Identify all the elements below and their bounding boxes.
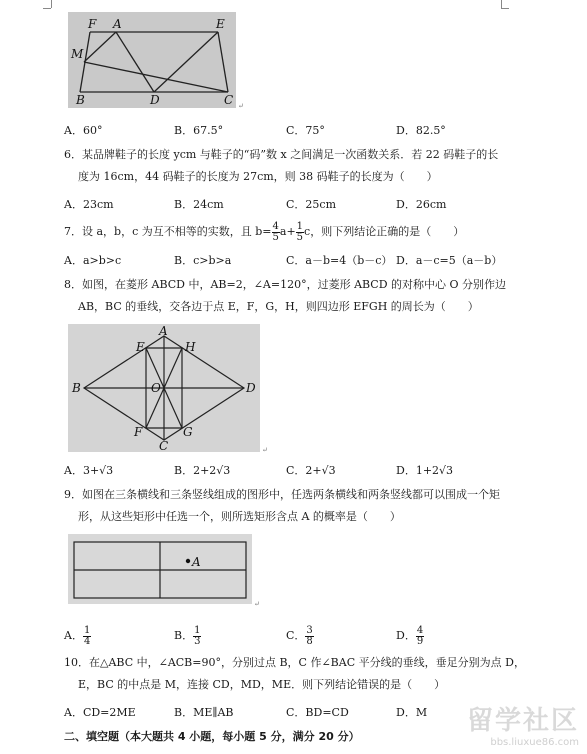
- watermark-url: bbs.liuxue86.com: [490, 737, 579, 748]
- q5-label-b: B: [76, 93, 85, 107]
- return-mark: ↵: [254, 600, 260, 608]
- q9-option-d-den: 9: [416, 635, 424, 647]
- q7-option-a[interactable]: A．a>b>c: [64, 254, 122, 267]
- q9-label-a: A: [192, 555, 201, 569]
- q6-option-c[interactable]: C．25cm: [286, 198, 337, 211]
- q9-grid-diagram: [68, 534, 252, 604]
- q8-option-d[interactable]: D．1+2√3: [396, 464, 454, 477]
- return-mark: ↵: [262, 446, 268, 454]
- q9-option-b-fraction: [193, 626, 201, 647]
- q7-option-d[interactable]: D．a－c=5（a－b）: [396, 254, 503, 267]
- q6-text-line2: 度为 16cm，44 码鞋子的长度为 27cm，则 38 码鞋子的长度为（ ）: [78, 170, 438, 183]
- q5-option-d[interactable]: D．82.5°: [396, 124, 446, 137]
- q8-option-b[interactable]: B．2+2√3: [174, 464, 231, 477]
- q8-label-c: C: [159, 439, 169, 452]
- q10-text-line1: 10．在△ABC 中，∠ACB=90°，分别过点 B，C 作∠BAC 平分线的垂线，垂足分别为点 D，: [64, 656, 525, 669]
- q8-label-o: O: [151, 381, 161, 395]
- q9-option-b-den: 3: [194, 635, 201, 647]
- q9-option-b[interactable]: [174, 622, 201, 650]
- q5-option-b[interactable]: B．67.5°: [174, 124, 224, 137]
- q9-option-b-letter: B．: [174, 629, 194, 642]
- q5-label-d: D: [150, 93, 160, 107]
- q9-option-c[interactable]: [286, 622, 314, 650]
- q7-fraction-2: [296, 222, 304, 243]
- q9-option-d[interactable]: [396, 622, 424, 650]
- q5-label-m: M: [71, 47, 84, 61]
- crop-mark: [501, 8, 509, 9]
- q9-option-a-den: 4: [83, 635, 91, 647]
- q8-label-e: E: [136, 340, 145, 354]
- q10-option-d[interactable]: D．M: [396, 706, 428, 719]
- q8-label-h: H: [185, 340, 196, 354]
- q7-frac1-den: 5: [272, 231, 279, 243]
- q8-rhombus-diagram: [68, 324, 260, 452]
- q9-option-c-den: 8: [306, 635, 313, 647]
- q7-frac2-num: 1: [296, 220, 304, 232]
- q8-label-f: F: [134, 425, 143, 439]
- q9-point-a: [186, 559, 190, 563]
- q9-option-b-num: 1: [194, 624, 201, 636]
- section-heading-fill-in: 二、填空题（本大题共 4 小题，每小题 5 分，满分 20 分）: [64, 730, 360, 743]
- q8-text-line1: 8．如图，在菱形 ABCD 中，AB=2，∠A=120°，过菱形 ABCD 的对称中心 O 分别作边: [64, 278, 507, 291]
- q10-text-line2: E，BC 的中点是 M，连接 CD，MD，ME．则下列结论错误的是（ ）: [78, 678, 446, 691]
- q5-label-a: A: [113, 17, 122, 31]
- q9-option-c-letter: C．: [286, 629, 306, 642]
- q9-option-a-fraction: [83, 626, 91, 647]
- q6-option-a[interactable]: A．23cm: [64, 198, 114, 211]
- q9-option-d-num: 4: [416, 624, 424, 636]
- q9-option-d-letter: D．: [396, 629, 416, 642]
- q7-fraction-1: [272, 222, 280, 243]
- q5-label-e: E: [216, 17, 225, 31]
- q5-label-c: C: [224, 93, 234, 107]
- watermark-main: 留学社区: [466, 706, 579, 736]
- q5-figure: [68, 12, 236, 108]
- q9-option-d-fraction: [416, 626, 424, 647]
- q8-option-c[interactable]: C．2+√3: [286, 464, 336, 477]
- q10-option-a[interactable]: A．CD=2ME: [64, 706, 136, 719]
- q7-suffix: c，则下列结论正确的是（ ）: [304, 225, 465, 238]
- site-watermark: [467, 700, 579, 748]
- q7-option-c[interactable]: C．a－b=4（b－c）: [286, 254, 393, 267]
- q5-geometry-diagram: [68, 12, 236, 108]
- q9-option-a[interactable]: [64, 622, 91, 650]
- q5-option-c[interactable]: C．75°: [286, 124, 325, 137]
- q7-frac1-num: 4: [272, 220, 279, 232]
- q8-label-a: A: [159, 324, 168, 338]
- q9-figure: [68, 534, 252, 604]
- q7-mid: a+: [279, 225, 296, 238]
- q9-text-line2: 形，从这些矩形中任选一个，则所选矩形含点 A 的概率是（ ）: [78, 510, 401, 523]
- q7-prefix: 7．设 a，b，c 为互不相等的实数，且 b=: [64, 225, 272, 238]
- q7-frac2-den: 5: [296, 231, 304, 243]
- crop-mark: [43, 8, 51, 9]
- return-mark: ↵: [238, 102, 244, 110]
- q6-option-d[interactable]: D．26cm: [396, 198, 447, 211]
- crop-mark: [501, 0, 502, 8]
- q6-option-b[interactable]: B．24cm: [174, 198, 224, 211]
- q5-option-a[interactable]: A．60°: [64, 124, 103, 137]
- q9-option-c-fraction: [305, 626, 313, 647]
- q8-option-a[interactable]: A．3+√3: [64, 464, 114, 477]
- q8-label-b: B: [72, 381, 81, 395]
- crop-mark: [51, 0, 52, 8]
- q9-option-c-num: 3: [306, 624, 313, 636]
- q8-figure: [68, 324, 260, 452]
- q10-option-b[interactable]: B．ME∥AB: [174, 706, 234, 719]
- q9-option-a-letter: A．: [64, 629, 83, 642]
- q10-option-c[interactable]: C．BD=CD: [286, 706, 349, 719]
- q8-text-line2: AB，BC 的垂线，交各边于点 E，F，G，H，则四边形 EFGH 的周长为（ ）: [78, 300, 479, 313]
- q5-label-f: F: [88, 17, 97, 31]
- q7-text: [64, 218, 464, 246]
- q9-option-a-num: 1: [83, 624, 91, 636]
- q7-option-b[interactable]: B．c>b>a: [174, 254, 232, 267]
- q9-text-line1: 9．如图在三条横线和三条竖线组成的图形中，任选两条横线和两条竖线都可以围成一个矩: [64, 488, 500, 501]
- q8-label-d: D: [246, 381, 256, 395]
- q8-label-g: G: [183, 425, 193, 439]
- q6-text-line1: 6．某品牌鞋子的长度 ycm 与鞋子的“码”数 x 之间满足一次函数关系．若 22 码鞋子的长: [64, 148, 499, 161]
